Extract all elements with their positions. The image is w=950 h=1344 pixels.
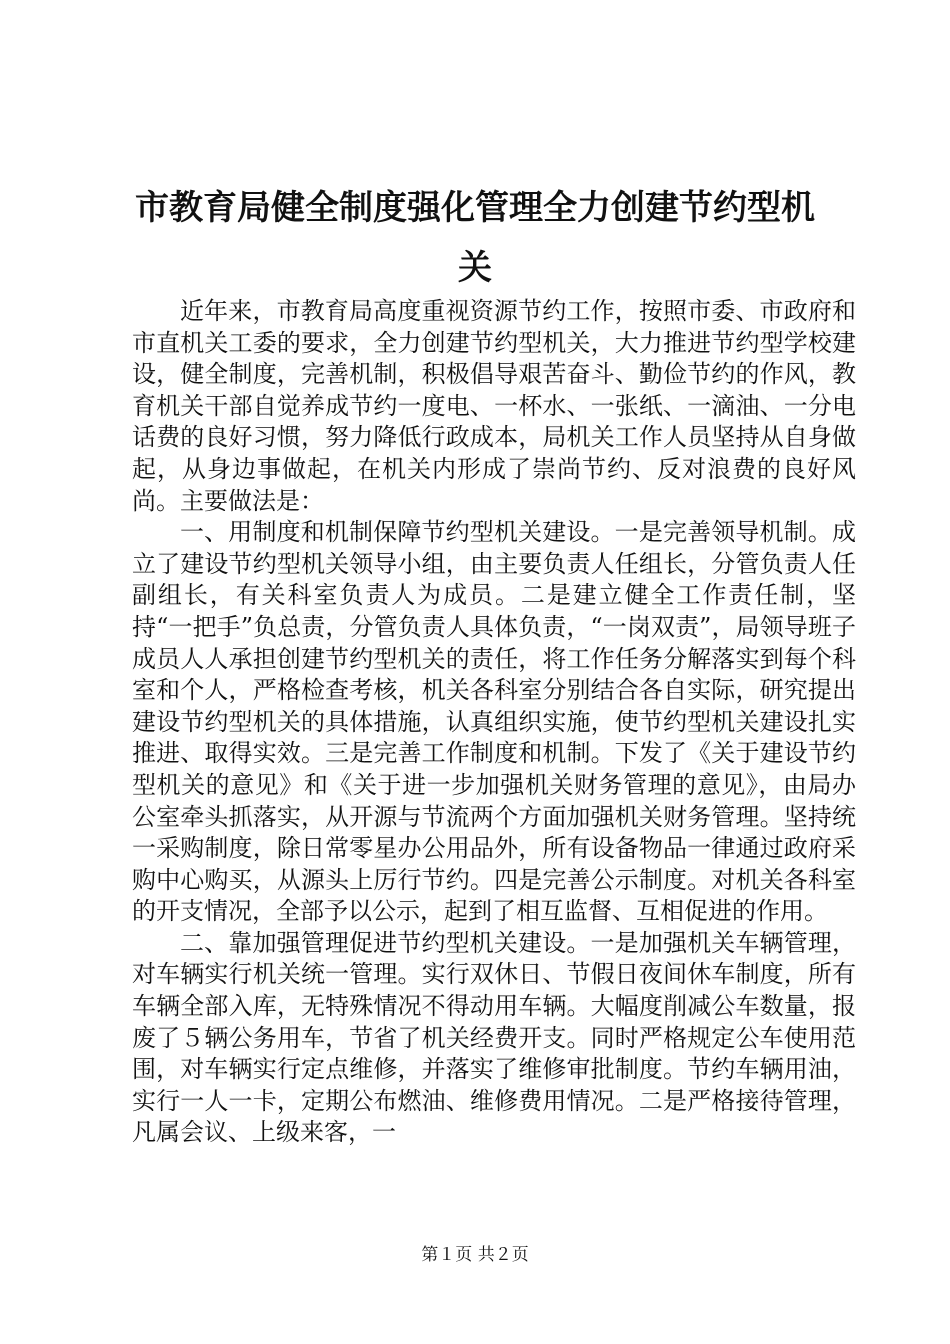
page-footer: 第１页 共２页: [421, 1245, 529, 1265]
paragraph-section-2: 二、靠加强管理促进节约型机关建设。一是加强机关车辆管理，对车辆实行机关统一管理。实行双休日、节假日夜间休车制度，所有车辆全部入库，无特殊情况不得动用车辆。大幅度削减公车数量，报废了５辆公务用车，节省了机关经费开支。同时严格规定公车使用范围，对车辆实行定点维修，并落实了维修审批制度。节约车辆用油，实行一人一卡，定期公布燃油、维修费用情况。二是严格接待管理，凡属会议、上级来客，一: [132, 928, 856, 1147]
paragraph-section-1: 一、用制度和机制保障节约型机关建设。一是完善领导机制。成立了建设节约型机关领导小组，由主要负责人任组长，分管负责人任副组长，有关科室负责人为成员。二是建立健全工作责任制，坚持“一把手”负总责，分管负责人具体负责，“一岗双责”，局领导班子成员人人承担创建节约型机关的责任，将工作任务分解落实到每个科室和个人，严格检查考核，机关各科室分别结合各自实际，研究提出建设节约型机关的具体措施，认真组织实施，使节约型机关建设扎实推进、取得实效。三是完善工作制度和机制。下发了《关于建设节约型机关的意见》和《关于进一步加强机关财务管理的意见》，由局办公室牵头抓落实，从开源与节流两个方面加强机关财务管理。坚持统一采购制度，除日常零星办公用品外，所有设备物品一律通过政府采购中心购买，从源头上厉行节约。四是完善公示制度。对机关各科室的开支情况，全部予以公示，起到了相互监督、互相促进的作用。: [132, 518, 856, 926]
document-body: [132, 296, 856, 1149]
document-title: 市教育局健全制度强化管理全力创建节约型机关: [135, 188, 815, 288]
paragraph-intro: 近年来，市教育局高度重视资源节约工作，按照市委、市政府和市直机关工委的要求，全力创建节约型机关，大力推进节约型学校建设，健全制度，完善机制，积极倡导艰苦奋斗、勤俭节约的作风，教育机关干部自觉养成节约一度电、一杯水、一张纸、一滴油、一分电话费的良好习惯，努力降低行政成本，局机关工作人员坚持从自身做起，从身边事做起，在机关内形成了崇尚节约、反对浪费的良好风尚。主要做法是：: [132, 297, 856, 515]
